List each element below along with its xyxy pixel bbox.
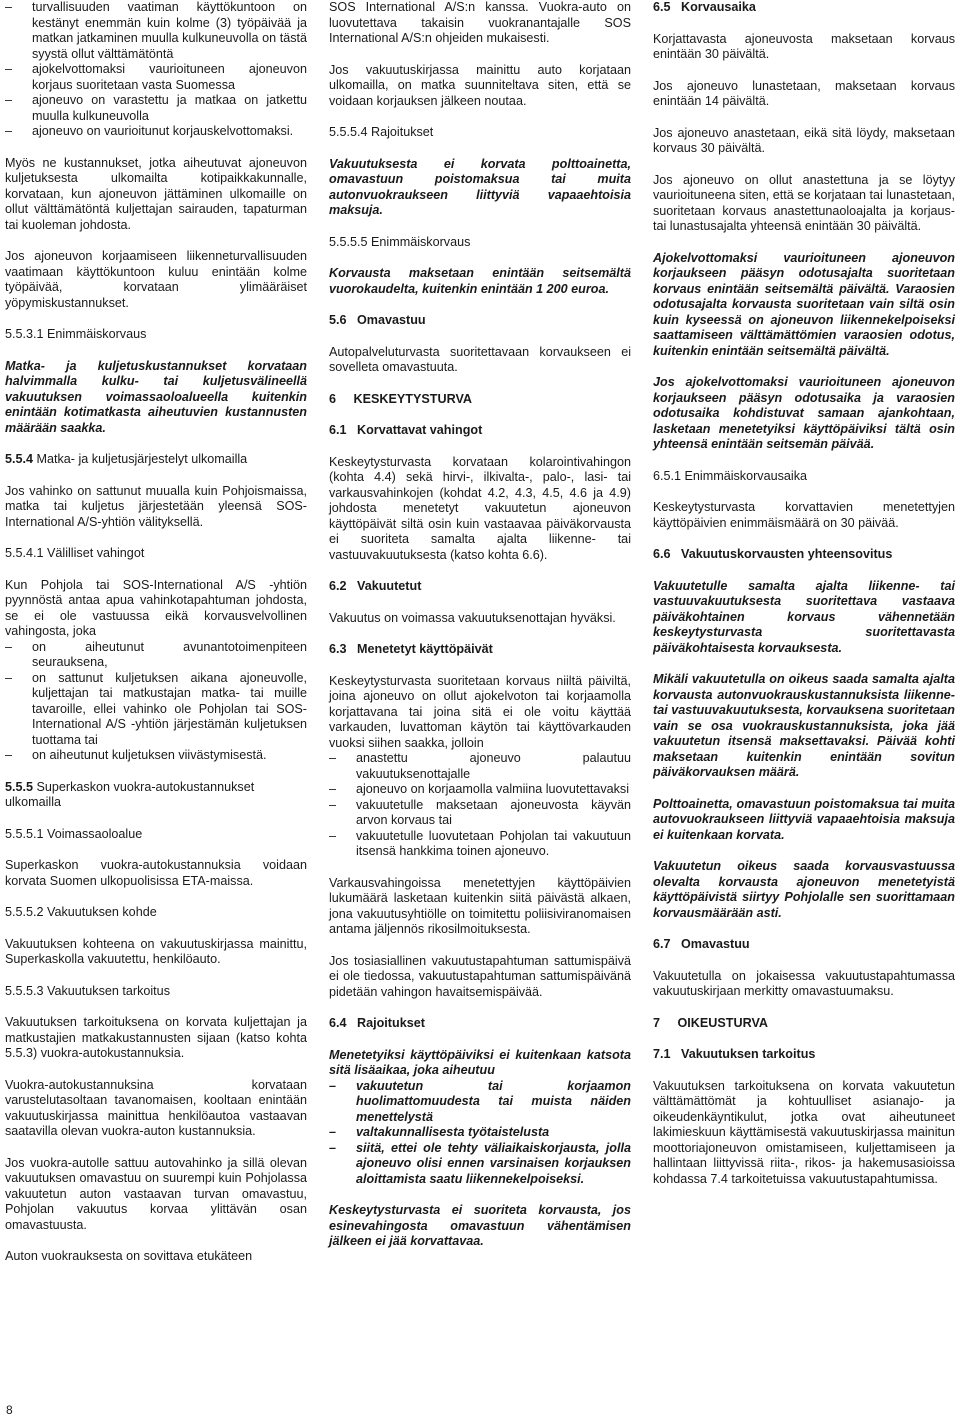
paragraph: Autopalveluturvasta suoritettavaan korvaukseen ei sovelleta omavastuuta. [329, 344, 631, 374]
list-item: – ajokelvottomaksi vaurioituneen ajoneuvon korjaus suoritetaan vasta Suomessa [5, 62, 307, 93]
paragraph: Myös ne kustannukset, jotka aiheutuvat ajoneuvon kuljetuksesta ulkomailta kotipaikkakunnalle, korvataan, kun ajoneuvon jättäminen ulkomaille on ollut välttämätöntä kuljettajan sairauden, tapaturman tai kuoleman johdosta. [5, 155, 307, 232]
emphasized-paragraph: Ajokelvottomaksi vaurioituneen ajoneuvon korjaukseen pääsyn odotusajalta suoritetaan korvaus enintään seitsemältä päivältä. Varaosien odotusajalta korvausta suoritetaan vain siltä osin kuin kyseessä on ajoneuvon liikennekelpoiseksi saattamiseen välttämättömien varaosien odotus, kuitenkin enintään seitsemältä päivältä. [653, 250, 955, 358]
section-number: 7 [653, 1015, 661, 1030]
section-title: 5.5.4.1 Välilliset vahingot [5, 546, 145, 560]
bullet-list [329, 1079, 631, 1188]
bullet-list [5, 0, 307, 140]
paragraph: Jos vakuutuskirjassa mainittu auto korjataan ulkomailla, on matka suunniteltava siten, että se voidaan korjauksen jälkeen noutaa. [329, 62, 631, 108]
list-item: – vakuutetun tai korjaamon huolimattomuudesta tai muista näiden menettelystä [329, 1079, 631, 1126]
section-heading [653, 1047, 955, 1063]
section-heading [5, 984, 307, 1000]
list-item: – vakuutetulle luovutetaan Pohjolan tai vakuutuun itsensä hankkima toinen ajoneuvo. [329, 829, 631, 860]
section-heading [653, 547, 955, 563]
section-heading [5, 327, 307, 343]
paragraph: Varkausvahingoissa menetettyjen käyttöpäivien lukumäärä lasketaan kuitenkin siitä päivästä alkaen, jona vakuutusyhtiölle on toimitettu poliisiviranomaisen antama jäljennös rikosilmoituksesta. [329, 875, 631, 936]
paragraph: Vakuutuksen tarkoituksena on korvata kuljettajan ja matkustajien matkakustannusten sijaan (katso kohta 5.5.3) vuokra-autokustannuksia. [5, 1015, 307, 1060]
section-heading [653, 937, 955, 953]
section-number: 5.5.4 [5, 452, 34, 466]
section-title: Omavastuu [670, 937, 750, 951]
section-heading [653, 469, 955, 485]
emphasized-paragraph: Korvausta maksetaan enintään seitsemältä vuorokaudelta, kuitenkin enintään 1 200 euroa. [329, 266, 631, 296]
section-heading [329, 642, 631, 658]
section-number: 6.5 [653, 0, 671, 14]
paragraph: SOS International A/S:n kanssa. Vuokra-auto on luovutettava takaisin vuokranantajalle SOS International A/S:n ohjeiden mukaisesti. [329, 0, 631, 45]
page-number: 8 [6, 1403, 13, 1417]
list-item: – anastettu ajoneuvo palautuu vakuutuksenottajalle [329, 751, 631, 782]
emphasized-paragraph: Jos ajokelvottomaksi vaurioituneen ajoneuvon korjaukseen pääsyn odotusaika ja varaosien odotusaika kohdistuvat samaan ajankohtaan, lasketaan menetetyiksi käyttöpäiviksi tältä osin yhteensä enintään seitsemän päivää. [653, 375, 955, 451]
section-heading [5, 905, 307, 921]
section-title: Korvausaika [670, 0, 756, 14]
paragraph: Keskeytysturvasta korvattavien menetettyjen käyttöpäivien enimmäismäärä on 30 päivää. [653, 500, 955, 530]
list-item: – siitä, ettei ole tehty väliaikaiskorjausta, jolla ajoneuvo olisi ennen varsinaisen korjauksen aloittamista saatu liikennekelpoiseksi. [329, 1141, 631, 1188]
list-item: – ajoneuvo on vaurioitunut korjauskelvottomaksi. [5, 124, 307, 140]
section-number: 6.2 [329, 579, 347, 593]
section-number: 5.6 [329, 313, 347, 327]
list-item: – on aiheutunut kuljetuksen viivästymisestä. [5, 748, 307, 764]
section-heading [5, 452, 307, 468]
section-title: Rajoitukset [346, 1016, 425, 1030]
section-number: 6.4 [329, 1016, 347, 1030]
paragraph: Jos ajoneuvo anastetaan, eikä sitä löydy, maksetaan korvaus 30 päivältä. [653, 125, 955, 155]
section-number: 6.1 [329, 423, 347, 437]
list-item: – on sattunut kuljetuksen aikana ajoneuvolle, kuljettajan tai matkustajan matka- tai muille tavaroille, ellei vahinko ole Pohjolan tai SOS-International A/S -yhtiön järjestämän kuljetuksen tuottama tai [5, 671, 307, 749]
section-title: Omavastuu [346, 313, 426, 327]
bullet-list [329, 751, 631, 860]
list-item: – vakuutetulle maksetaan ajoneuvosta käyvän arvon korvaus tai [329, 798, 631, 829]
section-title: Vakuutetut [346, 579, 422, 593]
section-heading [329, 235, 631, 251]
emphasized-paragraph: Vakuutetun oikeus saada korvausvastuussa olevalta korvausta ajoneuvon menetetyistä käyttöpäivistä siirtyy Pohjolalle sen suorittamaan korvausmäärään asti. [653, 859, 955, 920]
paragraph: Keskeytysturvasta korvataan kolarointivahingon (kohta 4.4) sekä hirvi-, ilkivalta-, palo-, lasi- tai varkausvahinkojen (kohdat 4.2, 4.3, 4.5, 4.6 ja 4.9) johdosta menetetyt vakuutetun ajoneuvon käyttöpäivät siltä osin kuin vastaavaa päiväkorvausta ei suoriteta samalta ajalta liikenne- tai vastuuvakuutuksesta (katso kohta 6.6). [329, 454, 631, 562]
section-heading [5, 546, 307, 562]
column-right [653, 0, 955, 1187]
bullet-list [5, 640, 307, 764]
section-title: Korvattavat vahingot [346, 423, 483, 437]
section-heading [5, 780, 307, 811]
section-title: Vakuutuksen tarkoitus [670, 1047, 816, 1061]
paragraph: Jos ajoneuvon korjaamiseen liikenneturvallisuuden vaatimaan käyttökuntoon kuluu enintään kolme työpäivää, korvataan ylimääräiset yöpymiskustannukset. [5, 249, 307, 310]
section-title: Superkaskon vuokra-autokustannukset ulkomailla [5, 779, 258, 809]
emphasized-paragraph: Polttoainetta, omavastuun poistomaksua tai muita autovuokraukseen liittyviä vapaaehtoisia maksuja ei kuitenkaan korvata. [653, 796, 955, 842]
emphasized-paragraph: Matka- ja kuljetuskustannukset korvataan halvimmalla kulku- tai kuljetusvälineellä vakuutuksen voimassaoloalueella kuitenkin enintään kotimatkasta aiheutuvien kustannusten määrään saakka. [5, 358, 307, 435]
section-title: 5.5.5.4 Rajoitukset [329, 125, 434, 139]
section-heading [653, 0, 955, 16]
section-number: 6 [329, 391, 337, 406]
section-title: 5.5.3.1 Enimmäiskorvaus [5, 327, 147, 341]
paragraph: Jos ajoneuvo lunastetaan, maksetaan korvaus enintään 14 päivältä. [653, 78, 955, 108]
emphasized-paragraph: Vakuutetulle samalta ajalta liikenne- tai vastuuvakuutuksesta suoritettava vastaava päiväkohtainen korvaus vähennetään keskeytysturvasta suoritettavasta päiväkohtaisesta korvauksesta. [653, 578, 955, 655]
section-heading [329, 392, 631, 408]
paragraph: Vakuutuksen tarkoituksena on korvata vakuutetun välttämättömät ja kohtuulliset asianajo- ja oikeudenkäyntikulut, jotka ovat aiheutuneet lakimieskuun käyttämisestä vakuutuskirjassa mainitun moottoriajoneuvon omistamiseen, kuljettamiseen ja hallintaan liittyvissä riita-, rikos- ja hakemusasioissa kohdassa 7.4 tarkoitetuissa vakuutustapahtumissa. [653, 1078, 955, 1186]
paragraph: Vuokra-autokustannuksina korvataan varustelutasoltaan tavanomaisen, kooltaan enintään vakuutuskirjassa mainittua henkilöautoa vastaavan saatavilla olevan vuokra-auton kustannuksia. [5, 1077, 307, 1138]
section-heading [329, 1016, 631, 1032]
section-heading [329, 423, 631, 439]
paragraph: Keskeytysturvasta suoritetaan korvaus niiltä päiviltä, joina ajoneuvo on ollut ajokelvoton tai korjaamolla korjattavana tai joina sitä ei ole voitu käyttää varkauden, luvattoman käytön tai käyttövarkauden vuoksi siihen saakka, jolloin [329, 673, 631, 750]
section-title: Vakuutuskorvausten yhteensovitus [670, 547, 893, 561]
section-heading [329, 313, 631, 329]
section-title: 6.5.1 Enimmäiskorvausaika [653, 468, 807, 483]
paragraph: Vakuutetulla on jokaisessa vakuutustapahtumassa vakuutuskirjaan merkitty omavastuumaksu. [653, 968, 955, 998]
paragraph: Vakuutus on voimassa vakuutuksenottajan hyväksi. [329, 610, 616, 625]
list-item: – on aiheutunut avunantotoimenpiteen seurauksena, [5, 640, 307, 671]
paragraph: Vakuutuksen kohteena on vakuutuskirjassa mainittu, Superkaskolla vakuutettu, henkilöauto. [5, 936, 307, 966]
section-title: Matka- ja kuljetusjärjestelyt ulkomailla [33, 452, 248, 466]
section-heading [653, 1016, 955, 1032]
list-item: – ajoneuvo on korjaamolla valmiina luovutettavaksi [329, 782, 631, 798]
section-number: 5.5.5 [5, 779, 34, 794]
paragraph: Jos vahinko on sattunut muualla kuin Pohjoismaissa, matka tai kuljetus järjestetään yleensä SOS-International A/S-yhtiön välityksellä. [5, 483, 307, 529]
list-item: – turvallisuuden vaatiman käyttökuntoon on kestänyt enemmän kuin kolme (3) työpäivää ja matkan jatkaminen muulla kulkuneuvolla on tästä syystä ollut välttämätöntä [5, 0, 307, 62]
paragraph: Jos vuokra-autolle sattuu autovahinko ja sillä olevan vakuutuksen omavastuu on suurempi kuin Pohjolassa vakuutetun auton vastaavan turvan omavastuu, Pohjolan vakuutus korvaa ylittävän osan omavastuusta. [5, 1155, 307, 1232]
section-number: 7.1 [653, 1047, 671, 1061]
paragraph: Korjattavasta ajoneuvosta maksetaan korvaus enintään 30 päivältä. [653, 31, 955, 61]
section-title: 5.5.5.5 Enimmäiskorvaus [329, 234, 471, 249]
paragraph: Kun Pohjola tai SOS-International A/S -yhtiön pyynnöstä antaa apua vahinkotapahtuman johdosta, se ei ole vastuussa eikä korvausvelvollinen vahingosta, joka [5, 577, 307, 638]
list-item: – valtakunnallisesta työtaistelusta [329, 1125, 631, 1141]
section-heading [5, 827, 307, 843]
paragraph: Jos ajoneuvo on ollut anastettuna ja se löytyy vaurioituneena siten, että se korjataan tai lunastetaan, suoritetaan korvaus anastettunaoloajalta ja korjaus- tai lunastusajalta yhteensä enintään 30 päivältä. [653, 172, 955, 233]
paragraph: Auton vuokrauksesta on sovittava etukäteen [5, 1249, 253, 1263]
emphasized-paragraph: Mikäli vakuutetulla on oikeus saada samalta ajalta korvausta autonvuokrauskustannuksista liikenne- tai vastuuvakuutuksesta, korvauksena suoritetaan vain se osa vuokrauskustannuksista, joka jää vakuutetun itsensä maksettavaksi. Päivää kohti maksetaan kuitenkin enintään sovitun päiväkorvauksen määrä. [653, 672, 955, 779]
section-title: 5.5.5.2 Vakuutuksen kohde [5, 905, 157, 919]
paragraph: Jos tosiasiallinen vakuutustapahtuman sattumispäivä ei ole tiedossa, vakuutustapahtuman sattumispäivänä pidetään vahingon havaitsemispäivää. [329, 953, 631, 999]
emphasized-paragraph: Keskeytysturvasta ei suoriteta korvausta, jos esinevahingosta omavastuun vähentämisen jälkeen ei jää korvattavaa. [329, 1203, 631, 1248]
section-heading [329, 579, 631, 595]
section-title: OIKEUSTURVA [660, 1015, 769, 1030]
paragraph: Superkaskon vuokra-autokustannuksia voidaan korvata Suomen ulkopuolisissa ETA-maissa. [5, 858, 307, 888]
column-middle [329, 0, 631, 1250]
section-title: 5.5.5.1 Voimassaoloalue [5, 826, 143, 841]
section-heading [329, 125, 631, 141]
emphasized-paragraph: Vakuutuksesta ei korvata polttoainetta, omavastuun poistomaksua tai muita autonvuokraukseen liittyviä vapaaehtoisia maksuja. [329, 156, 631, 217]
section-number: 6.6 [653, 547, 671, 561]
section-title: KESKEYTYSTURVA [336, 391, 473, 406]
section-title: Menetetyt käyttöpäivät [346, 642, 493, 656]
column-left [5, 0, 307, 1265]
list-item: – ajoneuvo on varastettu ja matkaa on jatkettu muulla kulkuneuvolla [5, 93, 307, 124]
section-number: 6.3 [329, 642, 347, 656]
emphasized-paragraph: Menetetyiksi käyttöpäiviksi ei kuitenkaan katsota sitä lisäaikaa, joka aiheutuu [329, 1047, 631, 1077]
section-title: 5.5.5.3 Vakuutuksen tarkoitus [5, 983, 170, 998]
section-number: 6.7 [653, 937, 671, 951]
